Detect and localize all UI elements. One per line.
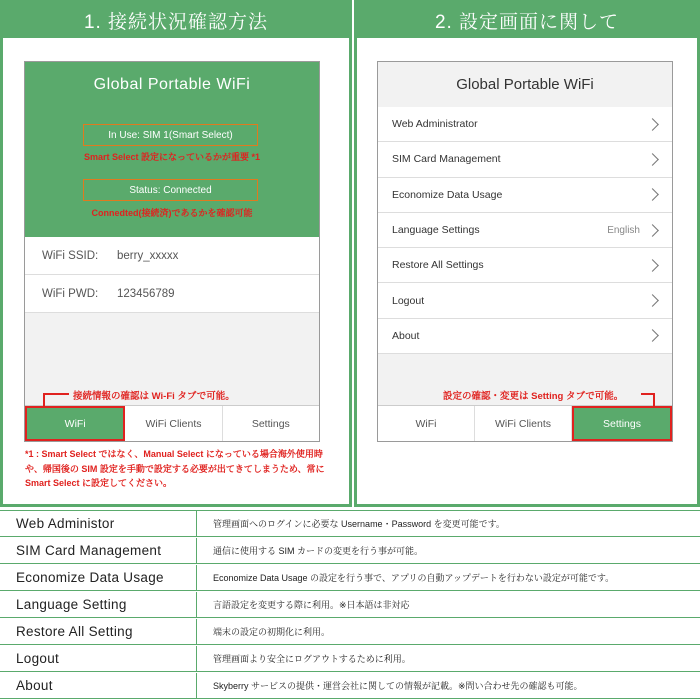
menu-about[interactable] — [378, 319, 672, 354]
setting-name: Web Administor — [0, 511, 197, 536]
setting-desc: 端末の設定の初期化に利用。 — [213, 627, 331, 637]
chevron-right-icon — [646, 259, 659, 272]
menu-label: Language Settings — [392, 224, 480, 237]
settings-menu — [378, 107, 672, 354]
wifi-tab-note: 接続情報の確認は Wi-Fi タブで可能。 — [73, 391, 235, 402]
pwd-label: WiFi PWD: — [42, 287, 99, 300]
chevron-right-icon — [646, 224, 659, 237]
setting-name: Logout — [0, 646, 197, 671]
settings-description-table — [0, 510, 700, 700]
table-row — [0, 511, 700, 537]
table-row — [0, 538, 700, 564]
menu-label: Restore All Settings — [392, 259, 484, 272]
tab-wifi[interactable]: WiFi — [378, 406, 475, 441]
table-row — [0, 592, 700, 618]
setting-name: Language Setting — [0, 592, 197, 617]
connection-check-panel — [0, 0, 352, 507]
chevron-right-icon — [646, 118, 659, 131]
table-row — [0, 619, 700, 645]
status-note: Connedted(接続済)であるかを確認可能 — [91, 208, 253, 218]
tab-wifi-clients[interactable]: WiFi Clients — [475, 406, 572, 441]
callout-line — [43, 393, 45, 407]
status-area — [25, 62, 319, 237]
setting-desc: 言語設定を変更する際に利用。※日本語は非対応 — [213, 600, 410, 610]
language-value: English — [607, 224, 640, 236]
menu-sim-card-management[interactable] — [378, 142, 672, 177]
app-title: Global Portable WiFi — [378, 62, 672, 107]
tab-wifi[interactable]: WiFi — [25, 406, 125, 441]
setting-desc: 通信に使用する SIM カードの変更を行う事が可能。 — [213, 546, 424, 556]
table-row — [0, 565, 700, 591]
setting-name: About — [0, 673, 197, 698]
panel-header: 1. 接続状況確認方法 — [3, 3, 349, 38]
chevron-right-icon — [646, 188, 659, 201]
ssid-value: berry_xxxxx — [117, 249, 179, 262]
tab-settings[interactable]: Settings — [572, 406, 672, 441]
callout-line — [653, 393, 655, 407]
chevron-right-icon — [646, 153, 659, 166]
phone-screen-settings — [377, 61, 673, 442]
pwd-value: 123456789 — [117, 287, 175, 300]
setting-desc: 管理画面へのログインに必要な Username・Password を変更可能です。 — [213, 519, 505, 529]
chevron-right-icon — [646, 330, 659, 343]
sim-note: Smart Select 設定になっているかが重要 *1 — [83, 152, 261, 162]
tab-bar — [378, 405, 672, 441]
callout-line — [43, 393, 69, 395]
setting-desc: 管理画面より安全にログアウトするために利用。 — [213, 654, 411, 664]
menu-label: SIM Card Management — [392, 153, 501, 166]
setting-name: Restore All Setting — [0, 619, 197, 644]
tab-wifi-clients[interactable]: WiFi Clients — [125, 406, 222, 441]
tab-settings[interactable]: Settings — [251, 417, 290, 430]
table-row — [0, 646, 700, 672]
connection-status: Status: Connected — [83, 179, 258, 201]
menu-label: About — [392, 329, 420, 342]
settings-panel — [354, 0, 700, 507]
tab-bar — [25, 405, 319, 441]
app-title: Global Portable WiFi — [93, 76, 251, 93]
setting-name: Economize Data Usage — [0, 565, 197, 590]
table-row — [0, 673, 700, 699]
wifi-pwd-row — [25, 275, 319, 313]
ssid-label: WiFi SSID: — [42, 249, 99, 262]
menu-restore-all-settings[interactable] — [378, 248, 672, 283]
chevron-right-icon — [646, 294, 659, 307]
menu-label: Logout — [392, 294, 425, 307]
setting-name: SIM Card Management — [0, 538, 197, 563]
footnote: *1 : Smart Select ではなく、Manual Select になっている場合海外使用時や、帰国後の SIM 設定を手動で設定する必要が出てきてしまうため、常に Smart Select に設定してください。 — [25, 449, 325, 488]
menu-economize-data-usage[interactable] — [378, 178, 672, 213]
menu-language-settings[interactable] — [378, 213, 672, 248]
wifi-ssid-row — [25, 237, 319, 275]
menu-label: Web Administrator — [392, 118, 478, 131]
setting-desc: Skyberry サービスの提供・運営会社に関しての情報が記載。※問い合わせ先の確認も可能。 — [213, 681, 583, 691]
setting-desc: Economize Data Usage の設定を行う事で、アプリの自動アップデートを行わない設定が可能です。 — [213, 573, 615, 583]
sim-in-use-status: In Use: SIM 1(Smart Select) — [83, 124, 258, 146]
settings-tab-note: 設定の確認・変更は Setting タブで可能。 — [443, 391, 624, 402]
menu-label: Economize Data Usage — [392, 188, 503, 201]
menu-logout[interactable] — [378, 283, 672, 318]
menu-web-administrator[interactable] — [378, 107, 672, 142]
panel-header: 2. 設定画面に関して — [357, 3, 697, 38]
phone-screen-wifi — [24, 61, 320, 442]
